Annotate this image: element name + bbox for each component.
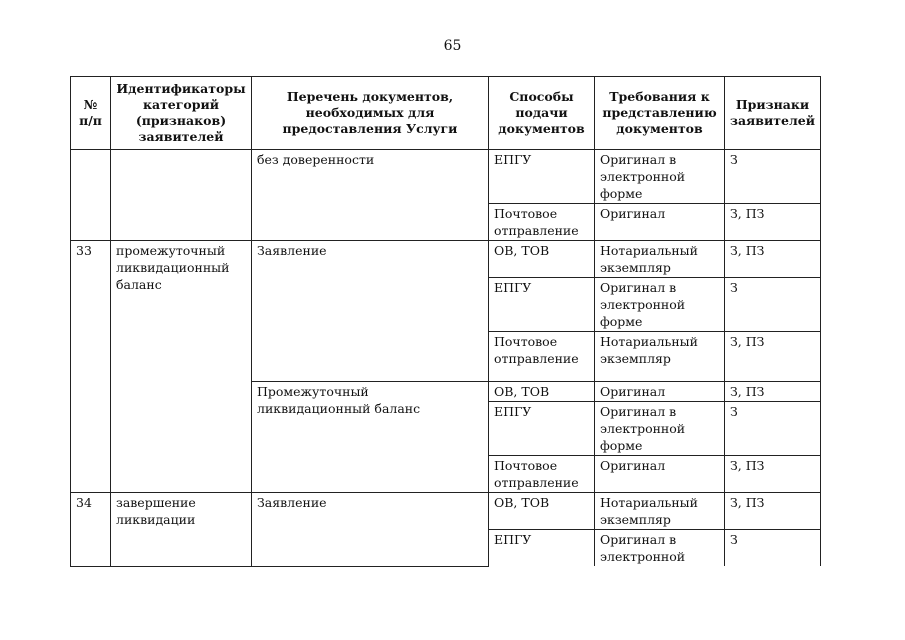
header-num: № п/п — [71, 77, 111, 150]
signs-cell: З — [725, 278, 821, 332]
category-cell: завершение ликвидации — [111, 493, 252, 567]
method-cell: ОВ, ТОВ — [489, 382, 595, 402]
requirement-cell: Оригинал в электронной — [595, 530, 725, 567]
method-cell: Почтовое отправление — [489, 332, 595, 382]
signs-cell: З, ПЗ — [725, 493, 821, 530]
method-cell: ОВ, ТОВ — [489, 241, 595, 278]
method-cell: ОВ, ТОВ — [489, 493, 595, 530]
table-row — [71, 493, 821, 530]
signs-cell: З, ПЗ — [725, 241, 821, 278]
signs-cell: З, ПЗ — [725, 332, 821, 382]
requirement-cell: Нотариальный экземпляр — [595, 241, 725, 278]
table-row — [71, 241, 821, 278]
requirement-cell: Оригинал в электронной форме — [595, 150, 725, 204]
signs-cell: З, ПЗ — [725, 382, 821, 402]
document-cell: без доверенности — [252, 150, 489, 241]
services-table — [70, 76, 821, 567]
num-cell: 33 — [71, 241, 111, 493]
requirement-cell: Нотариальный экземпляр — [595, 493, 725, 530]
requirement-cell: Оригинал — [595, 382, 725, 402]
requirement-cell: Оригинал в электронной форме — [595, 278, 725, 332]
document-cell: Заявление — [252, 241, 489, 382]
requirement-cell: Оригинал — [595, 456, 725, 493]
table-row — [71, 150, 821, 204]
signs-cell: З, ПЗ — [725, 204, 821, 241]
method-cell: ЕПГУ — [489, 402, 595, 456]
requirement-cell: Оригинал — [595, 204, 725, 241]
method-cell: ЕПГУ — [489, 530, 595, 567]
header-documents: Перечень документов, необходимых для предоставления Услуги — [252, 77, 489, 150]
category-cell: промежуточный ликвидационный баланс — [111, 241, 252, 493]
method-cell: ЕПГУ — [489, 150, 595, 204]
header-requirements: Требования к представлению документов — [595, 77, 725, 150]
header-signs: Признаки заявителей — [725, 77, 821, 150]
signs-cell: З, ПЗ — [725, 456, 821, 493]
num-cell: 34 — [71, 493, 111, 567]
header-identifiers: Идентификаторы категорий (признаков) заявителей — [111, 77, 252, 150]
header-methods: Способы подачи документов — [489, 77, 595, 150]
signs-cell: З — [725, 530, 821, 567]
method-cell: ЕПГУ — [489, 278, 595, 332]
document-cell: Промежуточный ликвидационный баланс — [252, 382, 489, 493]
page-number: 65 — [443, 38, 462, 54]
category-cell — [111, 150, 252, 241]
method-cell: Почтовое отправление — [489, 456, 595, 493]
table-header-row — [71, 77, 821, 150]
requirement-cell: Оригинал в электронной форме — [595, 402, 725, 456]
signs-cell: З — [725, 402, 821, 456]
document-cell: Заявление — [252, 493, 489, 567]
num-cell — [71, 150, 111, 241]
requirement-cell: Нотариальный экземпляр — [595, 332, 725, 382]
method-cell: Почтовое отправление — [489, 204, 595, 241]
signs-cell: З — [725, 150, 821, 204]
